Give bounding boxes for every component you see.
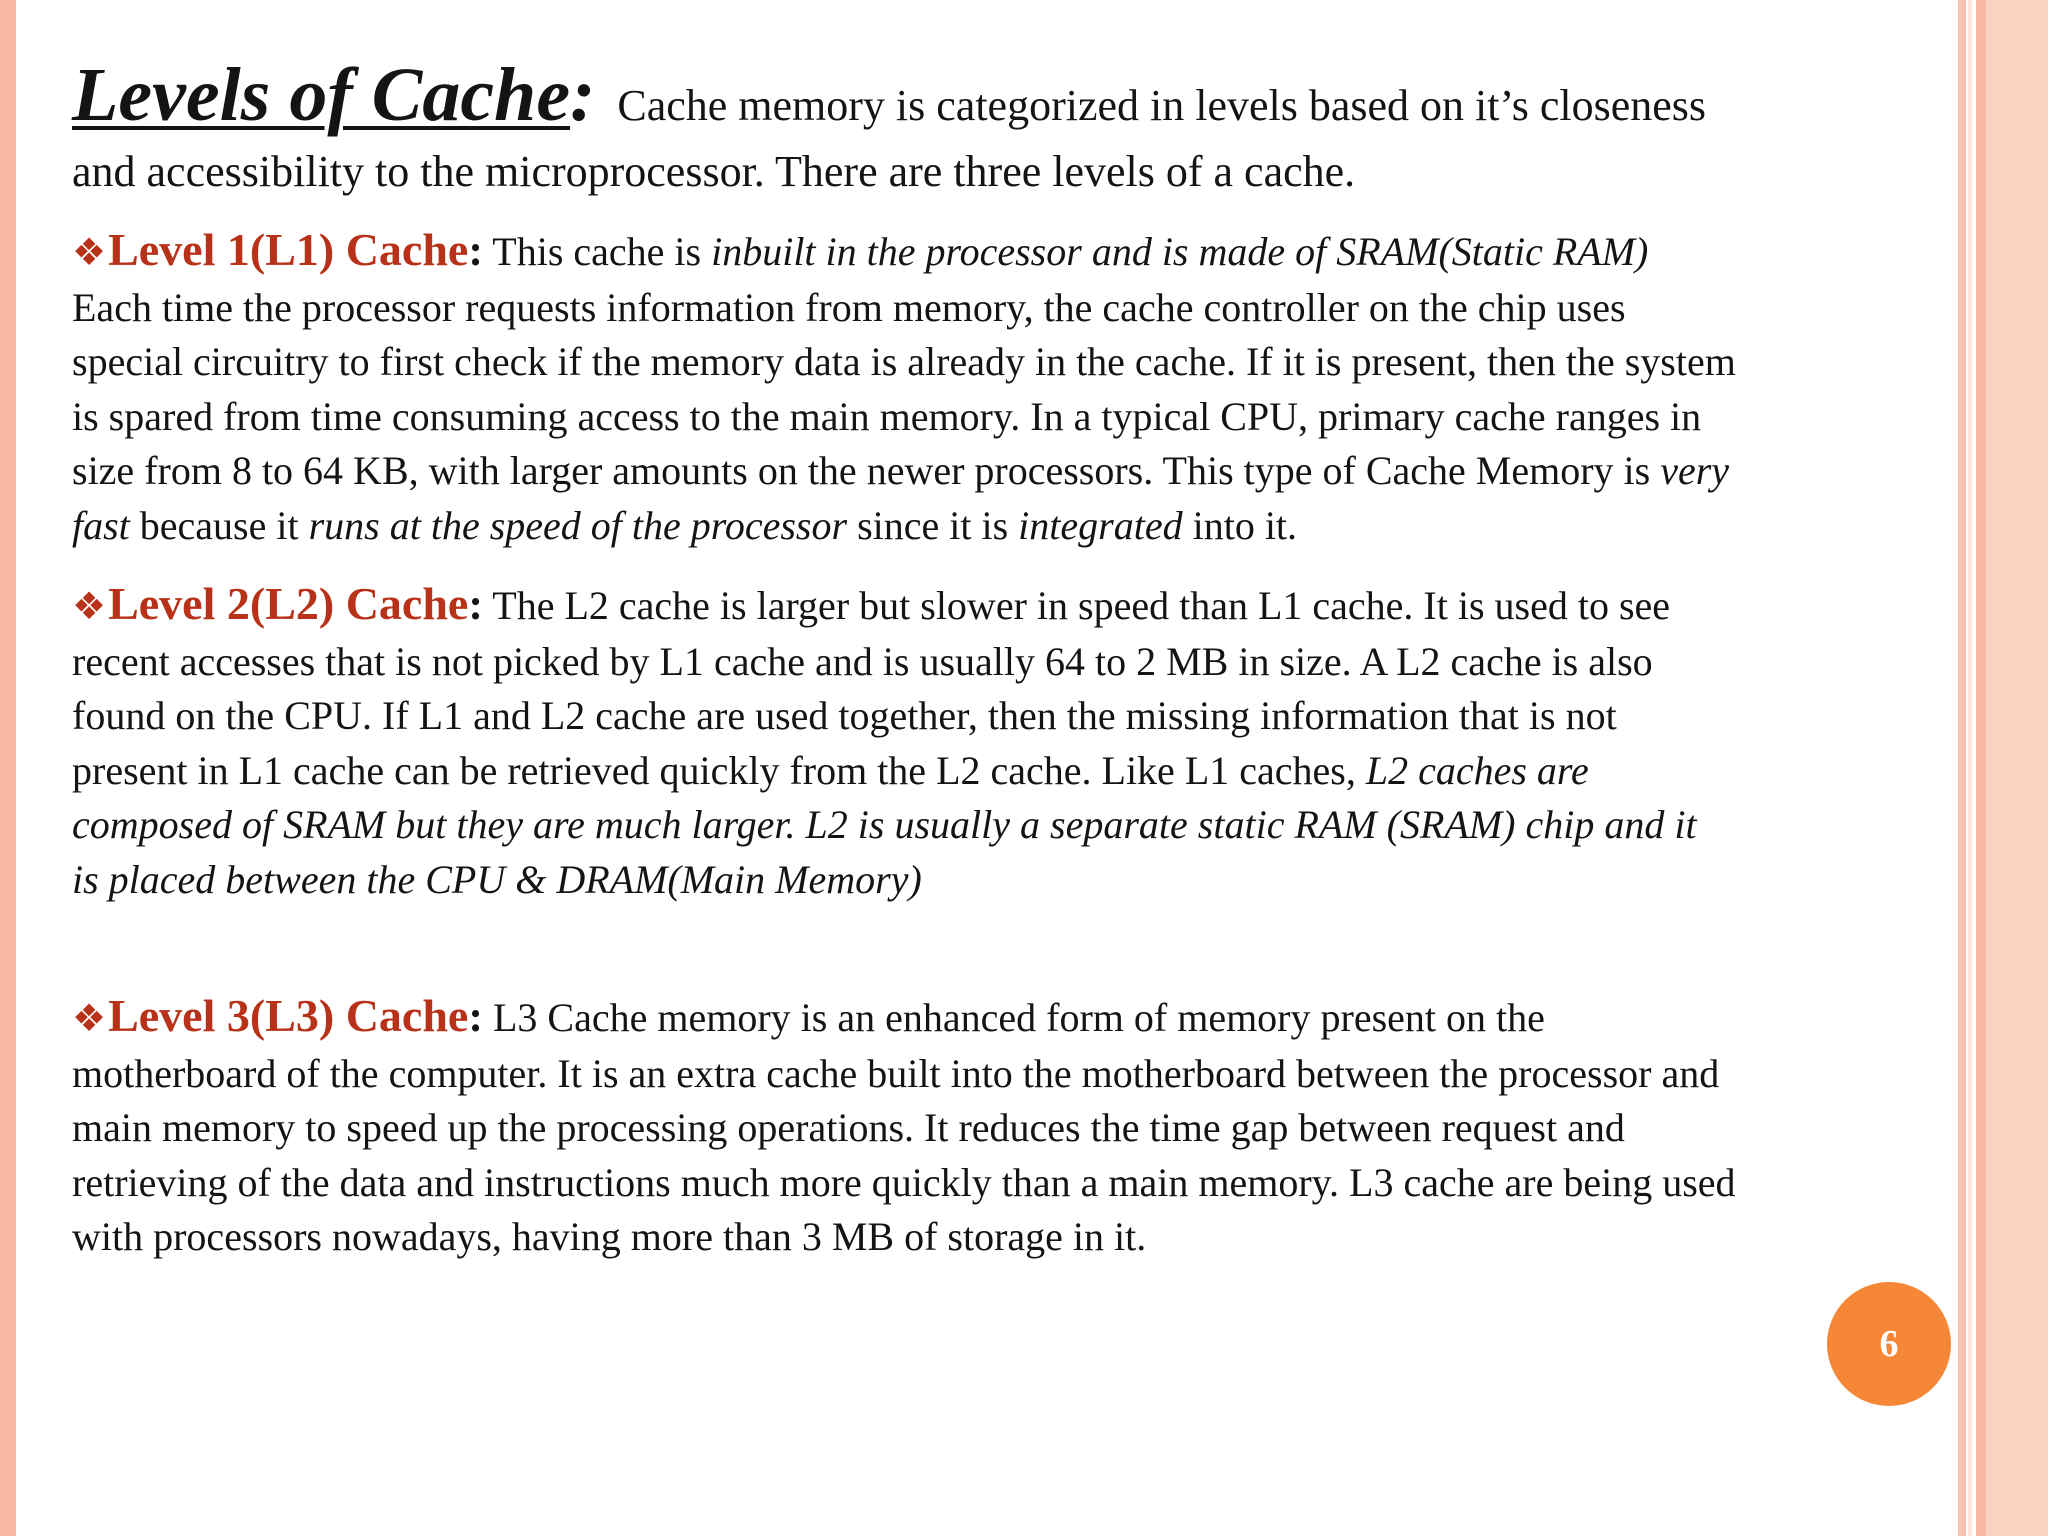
body-text: with processors nowadays, having more than 3 MB of storage in it. xyxy=(72,1214,1147,1259)
section-l1-body xyxy=(72,223,1962,553)
body-text: L3 Cache memory is an enhanced form of memory present on the xyxy=(483,995,1545,1040)
body-text: main memory to speed up the processing operations. It reduces the time gap between request and xyxy=(72,1105,1625,1150)
intro-line-1: Cache memory is categorized in levels based on it’s closeness xyxy=(617,81,1707,130)
body-text: because it xyxy=(129,502,309,548)
section-heading-colon: : xyxy=(468,226,483,275)
section-heading: Level 1(L1) Cache xyxy=(108,224,469,275)
body-text: special circuitry to first check if the memory data is already in the cache. If it is present, then the system xyxy=(72,339,1736,384)
body-text: integrated xyxy=(1018,502,1183,548)
intro-paragraph xyxy=(72,53,1962,205)
section-heading: Level 3(L3) Cache xyxy=(108,990,469,1041)
body-text: composed of SRAM but they are much larger. L2 is usually a separate static RAM (SRAM) chip and it xyxy=(72,802,1697,847)
body-text: found on the CPU. If L1 and L2 cache are used together, then the missing information that is not xyxy=(72,693,1617,738)
section-heading-colon: : xyxy=(468,580,483,629)
left-border-stripe xyxy=(0,0,16,1536)
body-text: is placed between the CPU & DRAM(Main Memory) xyxy=(72,856,922,902)
body-text: size from 8 to 64 KB, with larger amounts on the newer processors. This type of Cache Memory is xyxy=(72,448,1661,493)
body-text: very xyxy=(1660,448,1730,493)
diamond-bullet-icon: ❖ xyxy=(72,232,107,274)
body-text: retrieving of the data and instructions much more quickly than a main memory. L3 cache are being used xyxy=(72,1159,1736,1205)
section-heading-colon: : xyxy=(468,992,483,1041)
diamond-bullet-icon: ❖ xyxy=(72,586,107,628)
right-border-stripe-light xyxy=(1968,0,1972,1536)
section-l2-body xyxy=(72,577,1962,907)
slide-content xyxy=(72,53,1962,1265)
intro-line-2: and accessibility to the microprocessor. There are three levels of a cache. xyxy=(72,147,1356,196)
right-border-stripe-dark xyxy=(1976,0,1986,1536)
body-text: inbuilt in the processor and is made of SRAM(Static RAM) xyxy=(711,229,1649,274)
body-text: is spared from time consuming access to the main memory. In a typical CPU, primary cache ranges in xyxy=(72,393,1702,439)
section-l1-cache xyxy=(72,223,1962,553)
body-text: into it. xyxy=(1182,502,1298,548)
page-number-badge: 6 xyxy=(1827,1282,1951,1406)
section-l2-cache xyxy=(72,577,1962,907)
section-heading: Level 2(L2) Cache xyxy=(108,578,469,629)
right-border-band xyxy=(1986,0,2048,1536)
body-text: L2 caches are xyxy=(1365,747,1589,793)
body-text: motherboard of the computer. It is an extra cache built into the motherboard between the processor and xyxy=(72,1050,1720,1096)
body-text: runs at the speed of the processor xyxy=(308,502,848,548)
body-text: since it is xyxy=(847,502,1019,548)
diamond-bullet-icon: ❖ xyxy=(72,998,107,1040)
body-text: The L2 cache is larger but slower in speed than L1 cache. It is used to see xyxy=(483,583,1671,628)
section-l3-body xyxy=(72,989,1962,1265)
body-text: recent accesses that is not picked by L1 cache and is usually 64 to 2 MB in size. A L2 cache is also xyxy=(72,638,1653,684)
body-text: Each time the processor requests information from memory, the cache controller on the chip uses xyxy=(72,284,1626,330)
body-text: fast xyxy=(72,502,130,548)
body-text: This cache is xyxy=(483,229,712,274)
slide-title-colon: : xyxy=(570,53,596,137)
section-l3-cache xyxy=(72,989,1962,1265)
body-text: present in L1 cache can be retrieved quickly from the L2 cache. Like L1 caches, xyxy=(72,747,1366,793)
slide-title: Levels of Cache xyxy=(72,53,571,137)
